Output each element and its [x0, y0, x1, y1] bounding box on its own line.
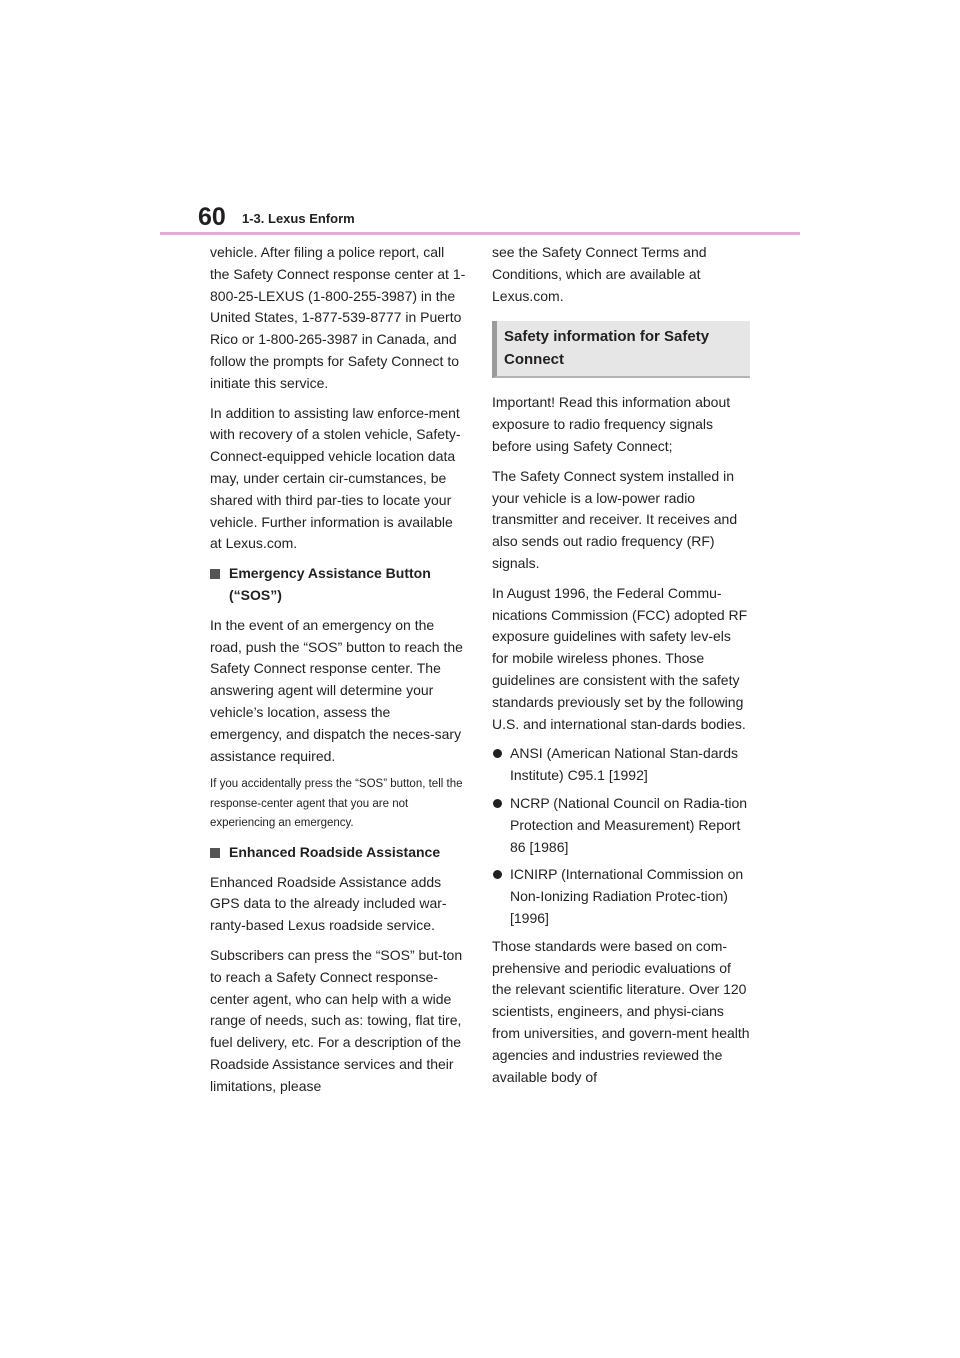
header-rule — [160, 232, 800, 235]
roadside-assistance-heading — [210, 842, 466, 864]
right-column — [492, 242, 750, 1096]
right-paragraph-2: Important! Read this information about exposure to radio frequency signals before using Safety Connect; — [492, 394, 731, 454]
square-bullet-icon — [210, 848, 220, 858]
right-paragraph-4: In August 1996, the Federal Commu-nications Commission (FCC) adopted RF exposure guidelines with safety lev-els for mobile wireless phones. Those guidelines are consistent with the safety standards previously set by the following U.S. and international stan-dards bodies. — [492, 584, 748, 732]
emergency-assistance-heading-text: Emergency Assistance Button (“SOS”) — [229, 565, 431, 603]
left-paragraph-5: Subscribers can press the “SOS” but-ton to reach a Safety Connect response-center agent, who can help with a wide range of needs, such as: towing, flat tire, fuel delivery, etc. For a description of the Roadside Assistance services and their limitations, please — [210, 947, 463, 1094]
sos-note: If you accidentally press the “SOS” button, tell the response-center agent that you are not experiencing an emergency. — [210, 778, 463, 830]
list-item-text: NCRP (National Council on Radia-tion Protection and Measurement) Report 86 [1986] — [510, 794, 748, 855]
right-paragraph-5: Those standards were based on com-prehensive and periodic evaluations of the relevant scientific literature. Over 120 scientists, engineers, and physi-cians from universities, and govern-ment health agencies and industries reviewed the available body of — [492, 937, 750, 1085]
section-title: 1-3. Lexus Enform — [242, 211, 355, 226]
left-paragraph-4: Enhanced Roadside Assistance adds GPS data to the already included war-ranty-based Lexus roadside service. — [210, 873, 447, 934]
list-item — [492, 864, 750, 929]
bullet-dot-icon — [493, 749, 502, 758]
left-paragraph-3: In the event of an emergency on the road, push the “SOS” button to reach the Safety Connect response center. The answering agent will determine your vehicle’s location, assess the emergency, and dispatch the neces-sary assistance required. — [210, 616, 463, 764]
left-column — [210, 242, 466, 1106]
standards-list — [492, 743, 750, 929]
list-item-text: ANSI (American National Stan-dards Institute) C95.1 [1992] — [510, 745, 738, 784]
square-bullet-icon — [210, 569, 220, 579]
safety-information-heading: Safety information for Safety Connect — [492, 321, 750, 378]
right-paragraph-1: see the Safety Connect Terms and Conditions, which are available at Lexus.com. — [492, 244, 707, 304]
list-item — [492, 743, 750, 787]
emergency-assistance-heading — [210, 563, 466, 607]
left-paragraph-2: In addition to assisting law enforce-ment with recovery of a stolen vehicle, Safety-Connect-equipped vehicle location data may, under certain cir-cumstances, be shared with third par-ties to locate your vehicle. Further information is available at Lexus.com. — [210, 404, 461, 552]
bullet-dot-icon — [493, 870, 502, 879]
right-paragraph-3: The Safety Connect system installed in your vehicle is a low-power radio transmitter and receiver. It receives and also sends out radio frequency (RF) signals. — [492, 467, 738, 571]
left-paragraph-1: vehicle. After filing a police report, call the Safety Connect response center at 1-800-25-LEXUS (1-800-255-3987) in the United States, 1-877-539-8777 in Puerto Rico or 1-800-265-3987 in Canada, and follow the prompts for Safety Connect to initiate this service. — [210, 244, 466, 391]
list-item-text: ICNIRP (International Commission on Non-Ionizing Radiation Protec-tion) [1996] — [510, 866, 744, 926]
page-number: 60 — [198, 203, 226, 231]
list-item — [492, 793, 750, 858]
roadside-assistance-heading-text: Enhanced Roadside Assistance — [229, 843, 441, 860]
bullet-dot-icon — [493, 799, 502, 808]
